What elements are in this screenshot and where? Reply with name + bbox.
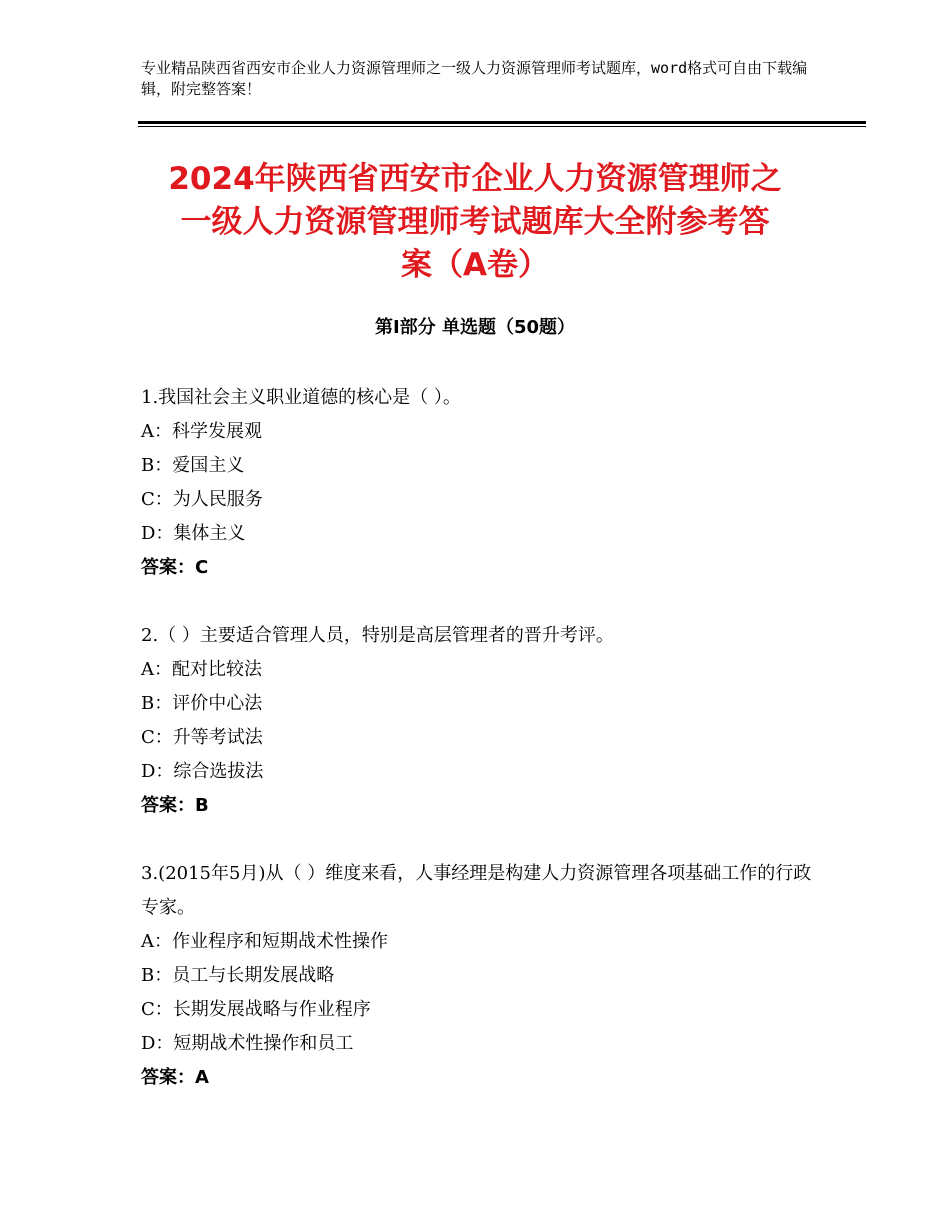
question-list [141,381,821,1129]
answer: 答案：A [141,1067,209,1088]
title-line: 2024年陕西省西安市企业人力资源管理师之 [168,161,782,197]
header-rule-thick [138,121,866,124]
option-d: D：集体主义 [141,523,246,544]
question-stem: 2.（ ）主要适合管理人员，特别是高层管理者的晋升考评。 [141,625,614,646]
question-stem: 3.(2015年5月)从（ ）维度来看，人事经理是构建人力资源管理各项基础工作的行政专家。 [141,863,812,918]
question-1 [141,381,821,585]
option-d: D：短期战术性操作和员工 [141,1033,354,1054]
header-rule-thin [138,126,866,127]
option-b: B：评价中心法 [141,693,263,714]
option-c: C：升等考试法 [141,727,263,748]
title-line: 案（A卷） [401,247,549,283]
question-3 [141,857,821,1095]
answer: 答案：B [141,795,209,816]
title-line: 一级人力资源管理师考试题库大全附参考答 [180,204,770,240]
option-a: A：科学发展观 [141,421,262,442]
option-b: B：爱国主义 [141,455,245,476]
question-stem: 1.我国社会主义职业道德的核心是（ ）。 [141,387,461,408]
option-c: C：为人民服务 [141,489,263,510]
option-b: B：员工与长期发展战略 [141,965,335,986]
header-note: 专业精品陕西省西安市企业人力资源管理师之一级人力资源管理师考试题库，word格式可自由下载编辑，附完整答案！ [141,59,808,98]
document-title [138,158,812,287]
option-d: D：综合选拔法 [141,761,264,782]
option-c: C：长期发展战略与作业程序 [141,999,371,1020]
option-a: A：配对比较法 [141,659,262,680]
option-a: A：作业程序和短期战术性操作 [141,931,388,952]
question-2 [141,619,821,823]
part-title: 第Ⅰ部分 单选题（50题） [374,317,575,338]
answer: 答案：C [141,557,209,578]
